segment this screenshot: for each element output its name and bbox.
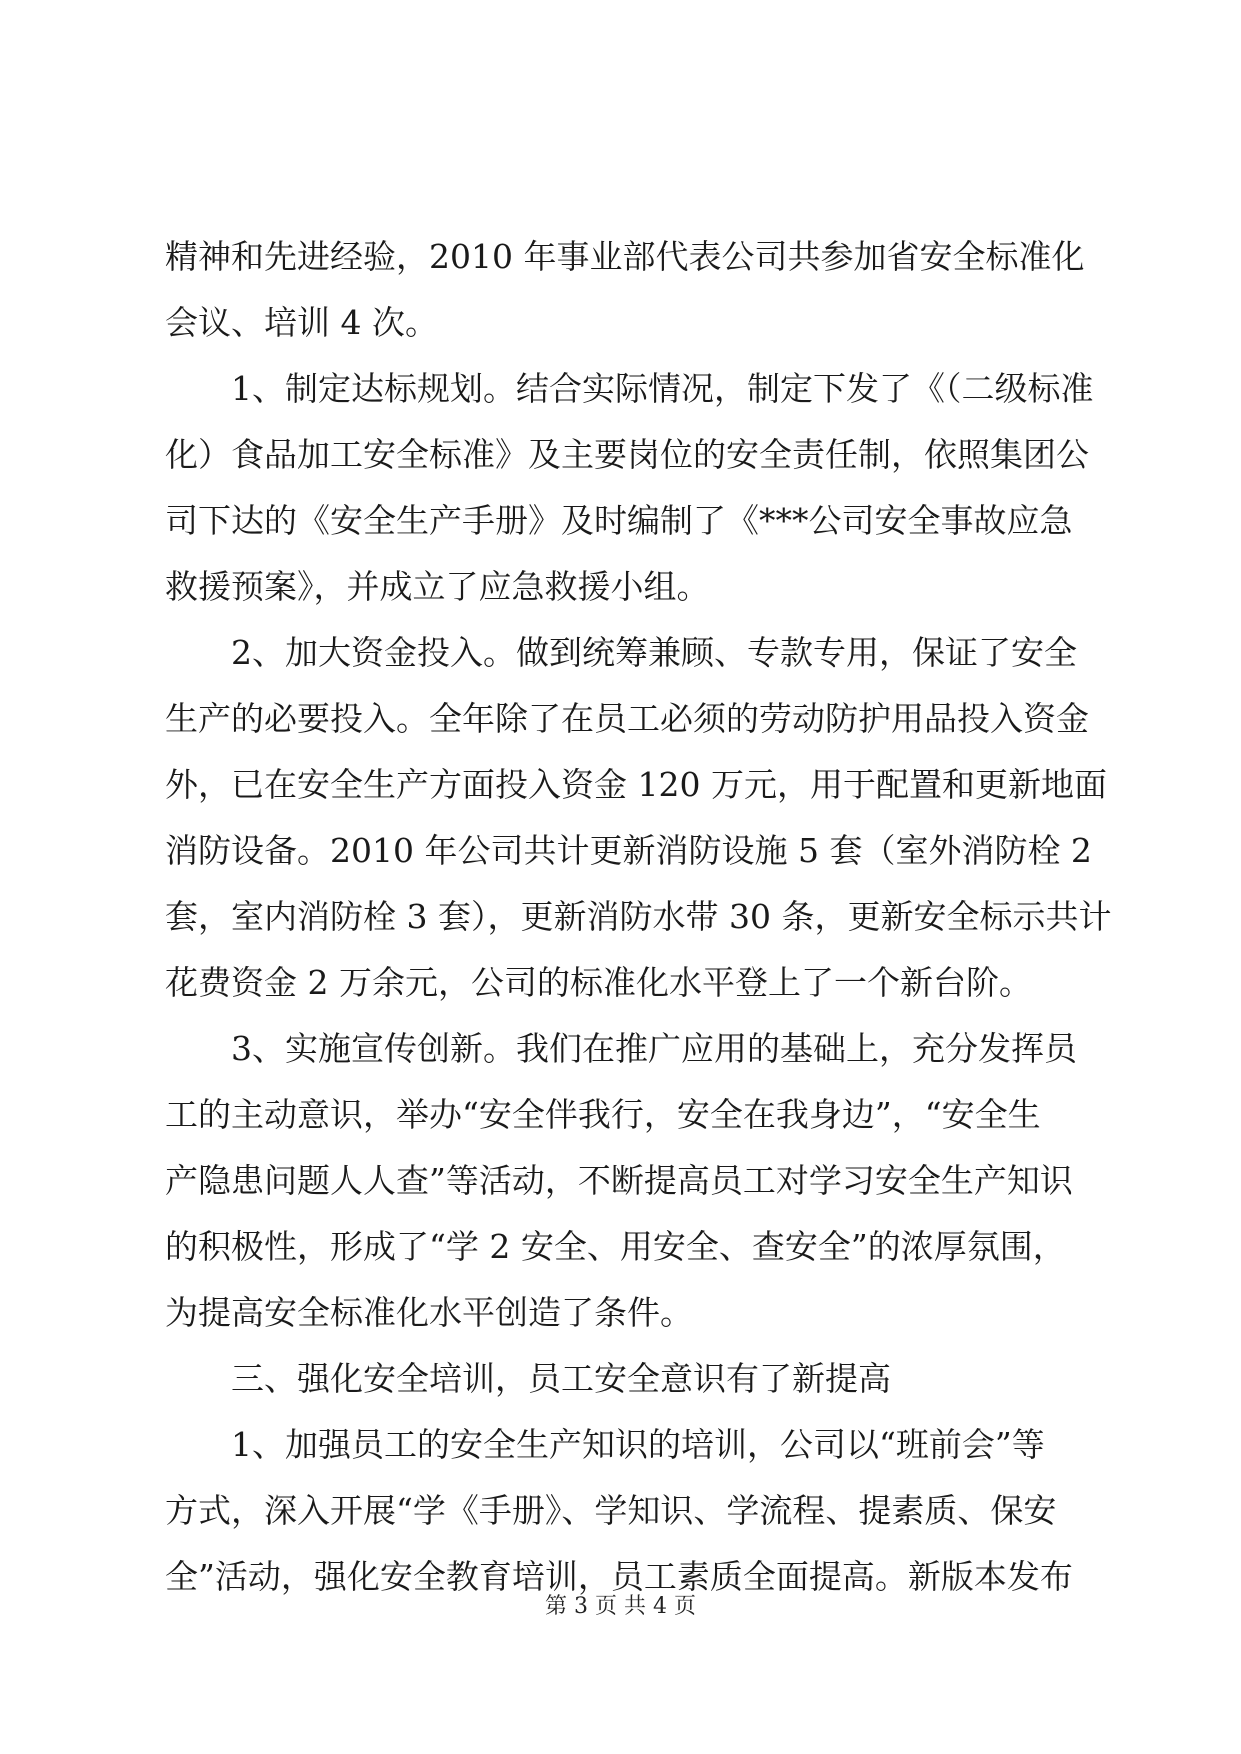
paragraph-start-line: 3、实施宣传创新。我们在推广应用的基础上，充分发挥员 bbox=[231, 1029, 1077, 1068]
section-heading: 三、强化安全培训，员工安全意识有了新提高 bbox=[231, 1359, 891, 1398]
paragraph-start-line: 1、制定达标规划。结合实际情况，制定下发了《（二级标准 bbox=[231, 369, 1094, 408]
paragraph-start-line: 2、加大资金投入。做到统筹兼顾、专款专用，保证了安全 bbox=[231, 633, 1077, 672]
text-line: 救援预案》，并成立了应急救援小组。 bbox=[165, 567, 710, 606]
text-line: 套，室内消防栓 3 套），更新消防水带 30 条，更新安全标示共计 bbox=[165, 897, 1112, 936]
page-number-footer: 第 3 页 共 4 页 bbox=[545, 1594, 696, 1619]
paragraph-start-line: 1、加强员工的安全生产知识的培训，公司以“班前会”等 bbox=[231, 1425, 1045, 1464]
text-line: 外，已在安全生产方面投入资金 120 万元，用于配置和更新地面 bbox=[165, 765, 1107, 804]
text-line: 工的主动意识，举办“安全伴我行，安全在我身边”，“安全生 bbox=[165, 1095, 1041, 1134]
text-line: 方式，深入开展“学《手册》、学知识、学流程、提素质、保安 bbox=[165, 1491, 1057, 1530]
text-line: 为提高安全标准化水平创造了条件。 bbox=[165, 1293, 693, 1332]
text-line: 全”活动，强化安全教育培训，员工素质全面提高。新版本发布 bbox=[165, 1557, 1073, 1596]
text-line: 消防设备。2010 年公司共计更新消防设施 5 套（室外消防栓 2 bbox=[165, 831, 1092, 870]
text-line: 化）食品加工安全标准》及主要岗位的安全责任制，依照集团公 bbox=[165, 435, 1089, 474]
text-line: 精神和先进经验，2010 年事业部代表公司共参加省安全标准化 bbox=[165, 237, 1085, 276]
text-line: 生产的必要投入。全年除了在员工必须的劳动防护用品投入资金 bbox=[165, 699, 1089, 738]
text-line: 司下达的《安全生产手册》及时编制了《***公司安全事故应急 bbox=[165, 501, 1073, 540]
text-line: 花费资金 2 万余元，公司的标准化水平登上了一个新台阶。 bbox=[165, 963, 1032, 1002]
text-line: 的积极性，形成了“学 2 安全、用安全、查安全”的浓厚氛围， bbox=[165, 1227, 1066, 1266]
text-line: 会议、培训 4 次。 bbox=[165, 303, 438, 342]
document-body bbox=[165, 224, 1112, 1610]
text-line: 产隐患问题人人查”等活动，不断提高员工对学习安全生产知识 bbox=[165, 1161, 1073, 1200]
